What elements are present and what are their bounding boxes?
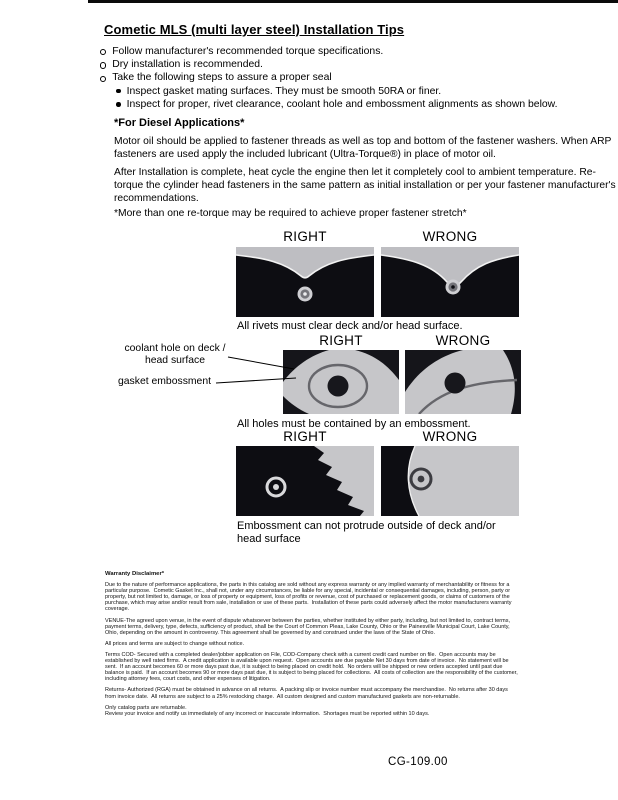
fig3-wrong-image xyxy=(381,446,519,516)
fig3-wrong-label: WRONG xyxy=(422,429,478,444)
open-bullet-icon xyxy=(100,49,106,55)
fig3-right-label: RIGHT xyxy=(283,429,327,444)
bullet-icon xyxy=(116,102,121,107)
open-bullet-icon xyxy=(100,62,106,68)
disclaimer-paragraph: VENUE-The agreed upon venue, in the event of dispute whatsoever between the parties, whether instituted by either party, including, but not limited to, contract terms, payment terms, delivery, type, defects, sufficiency of product, shall be the Court of Common Pleas, Lake County, Ohio or the Painesville Municipal Court, Lake County, Ohio, depending on the amount in controversy. This agreement shall be governed by and construed under the laws of the State of Ohio. xyxy=(105,617,512,636)
disclaimer-paragraph: Returns- Authorized (RGA) must be obtained in advance on all returns. A packing slip or invoice number must accompany the merchandise. No returns after 30 days from invoice date. All returns are subject to a 25% restocking charge. All custom designed and custom manufactured gaskets are non-returnable. xyxy=(105,687,510,700)
disclaimer-paragraph: Terms COD- Secured with a completed dealer/jobber application on File, COD-Company check with a current credit card number on file. Open accounts may be established by well rated firms. A credit application is available upon request. Open accounts are due payable Net 30 days from date of invoice. No statement will be sent. If an account becomes 60 or more days past due, it is subject to being placed on credit hold. No orders will be shipped or new orders accepted until past due balance is paid. If an account becomes 90 or more days past due, it is subject to being placed for collections. All costs of collection are the responsibility of the customer, including attorney fees, court costs, and other expenses of litigation. xyxy=(105,651,520,683)
diesel-paragraph-2: After Installation is complete, heat cycle the engine then let it completely cool to ambient temperature. Re-torque the cylinder head fasteners in the same pattern as initial installation or per your fastener manufacturer's recommendations. xyxy=(114,167,616,204)
fig2-wrong-image xyxy=(405,350,521,414)
disclaimer-paragraph: All prices and terms are subject to change without notice. xyxy=(105,640,245,647)
coolant-hole-annotation: coolant hole on deck / head surface xyxy=(124,343,226,366)
fig1-right-image xyxy=(236,247,374,317)
disclaimer-paragraph: Review your invoice and notify us immediately of any incorrect or inaccurate information. Shortages must be reported within 10 days. xyxy=(105,710,430,717)
list-item xyxy=(116,85,600,98)
annotation-lines xyxy=(200,340,310,400)
list-item-text: Inspect gasket mating surfaces. They must be smooth 50RA or finer. xyxy=(126,85,442,97)
fig1-caption: All rivets must clear deck and/or head surface. xyxy=(237,320,463,332)
list-item xyxy=(116,98,600,111)
bullet-icon xyxy=(116,89,121,94)
warranty-disclaimer xyxy=(105,571,518,722)
fig2-wrong-label: WRONG xyxy=(435,333,491,348)
open-bullet-icon xyxy=(100,76,106,82)
gasket-embossment-annotation: gasket embossment xyxy=(118,376,211,387)
page-top-rule xyxy=(88,0,618,3)
diesel-heading: *For Diesel Applications* xyxy=(114,117,245,129)
fig3-right-image xyxy=(236,446,374,516)
diesel-paragraph-1: Motor oil should be applied to fastener threads as well as top and bottom of the fastener washers. When ARP fasteners are used apply the included lubricant (Ultra-Torque®) in place of motor oil. xyxy=(114,136,612,160)
disclaimer-heading: Warranty Disclaimer* xyxy=(105,571,165,577)
fig3-caption: Embossment can not protrude outside of deck and/or head surface xyxy=(237,520,496,545)
fig1-right-label: RIGHT xyxy=(283,229,327,244)
tips-list xyxy=(100,45,600,111)
list-item xyxy=(100,58,600,71)
list-item-text: Dry installation is recommended. xyxy=(112,59,263,71)
disclaimer-paragraph: Only catalog parts are returnable. xyxy=(105,704,187,711)
list-item xyxy=(100,45,600,58)
disclaimer-paragraph: Due to the nature of performance applications, the parts in this catalog are sold without any express warranty or any implied warranty of merchantability or fitness for a particular purpose. Cometic Gasket Inc., shall not, under any circumstances, be liable for any special, incidental or consequential damages, including, person, party or property, but not limited to, damage, or loss of property or equipment, loss of profits or revenue, cost of purchased or replacement goods, or claims of customers of the purchase, which may arise and/or result from sale, installation or use of these parts. Installation of these parts could adversely affect the motor manufacturers warranty coverage. xyxy=(105,582,514,613)
list-item-text: Take the following steps to assure a proper seal xyxy=(112,72,332,84)
fig1-wrong-label: WRONG xyxy=(422,229,478,244)
fig2-caption: All holes must be contained by an embossment. xyxy=(237,418,471,430)
page-title: Cometic MLS (multi layer steel) Installation Tips xyxy=(104,22,405,37)
list-item-text: Follow manufacturer's recommended torque specifications. xyxy=(112,46,384,57)
list-item xyxy=(100,71,600,84)
fig1-wrong-image xyxy=(381,247,519,317)
retorque-note: *More than one re-torque may be required to achieve proper fastener stretch* xyxy=(114,208,467,219)
fig2-right-label: RIGHT xyxy=(319,333,363,348)
list-item-text: Inspect for proper, rivet clearance, coolant hole and embossment alignments as shown below. xyxy=(126,98,558,110)
document-number: CG-109.00 xyxy=(388,756,448,768)
